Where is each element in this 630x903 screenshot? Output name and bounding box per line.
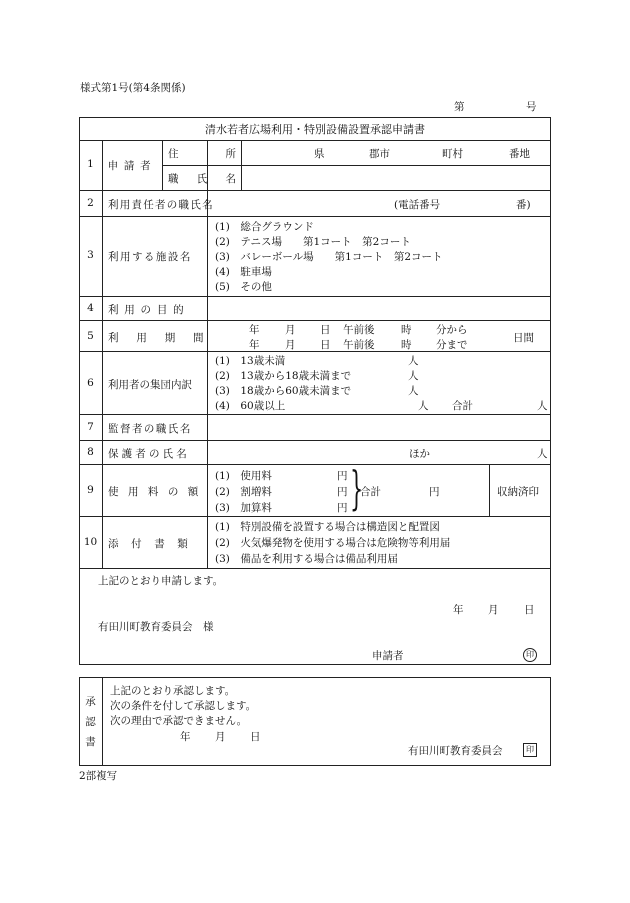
period-from-month: 月 (285, 324, 296, 336)
group-count-unit: 人 (408, 355, 419, 367)
county-city-label: 郡市 (369, 148, 390, 160)
row-6-number: 6 (87, 377, 94, 389)
prefecture-label: 県 (314, 148, 325, 160)
approval-line: 次の条件を付して承認します。 (110, 700, 257, 712)
town-village-label: 町村 (442, 148, 463, 160)
group-total-label: 合計 (452, 400, 473, 412)
applicant-seal-icon: 印 (523, 648, 537, 662)
others-unit: 人 (537, 448, 548, 460)
fee-item: (3) 加算料 (215, 502, 272, 514)
row-3-label: 利用する施設名 (108, 251, 192, 263)
facility-item: (3) バレーボール場 第1コート 第2コート (215, 251, 443, 263)
facility-item: (2) テニス場 第1コート 第2コート (215, 236, 411, 248)
row-1-label: 申請者 (107, 160, 157, 172)
facility-item: (1) 総合グラウンド (215, 221, 314, 233)
group-item: (3) 18歳から60歳未満まで (215, 385, 352, 397)
fee-item: (2) 割増料 (215, 486, 272, 498)
fee-yen: 円 (337, 470, 348, 482)
attachment-item: (3) 備品を利用する場合は備品利用届 (215, 553, 398, 565)
row-5-label: 利用期間 (108, 332, 222, 344)
period-from-ampm: 午前後 (343, 324, 375, 336)
row-9-number: 9 (87, 484, 94, 496)
group-count-unit: 人 (408, 385, 419, 397)
row-2-number: 2 (87, 197, 94, 209)
row-6-label: 利用者の集団内訳 (108, 379, 192, 391)
number-go: 号 (526, 101, 537, 113)
period-from-year: 年 (249, 324, 260, 336)
row-9-label: 使用料の額 (108, 486, 208, 498)
row-7-label: 監督者の職氏名 (108, 423, 192, 435)
approval-label-char: 認 (85, 716, 96, 728)
application-date-day: 日 (524, 604, 535, 616)
facility-item: (4) 駐車場 (215, 266, 272, 278)
lot-number-label: 番地 (509, 148, 530, 160)
copy-note: 2部複写 (79, 770, 118, 782)
approval-issuer: 有田川町教育委員会 (408, 745, 503, 757)
fee-total-yen: 円 (429, 486, 440, 498)
form-title: 清水若者広場利用・特別設備設置承認申請書 (205, 123, 425, 136)
number-dai: 第 (454, 101, 465, 113)
fee-brace: } (350, 461, 364, 515)
attachment-item: (1) 特別設備を設置する場合は構造図と配置図 (215, 521, 440, 533)
row-4-number: 4 (87, 302, 94, 314)
approval-date-day: 日 (250, 731, 261, 743)
row-1-number: 1 (87, 158, 94, 170)
name-label: 職氏名 (168, 173, 236, 185)
application-statement: 上記のとおり申請します。 (98, 575, 224, 587)
fee-total-label: 合計 (360, 486, 381, 498)
addressee: 有田川町教育委員会 様 (98, 621, 214, 633)
row-10-number: 10 (83, 536, 98, 548)
facility-item: (5) その他 (215, 281, 272, 293)
group-count-unit: 人 (408, 370, 419, 382)
phone-suffix: 番) (516, 199, 531, 211)
period-from-day: 日 (320, 324, 331, 336)
fee-item: (1) 使用料 (215, 470, 272, 482)
group-item: (1) 13歳未満 (215, 355, 286, 367)
group-item: (2) 13歳から18歳未満まで (215, 370, 352, 382)
application-date-month: 月 (488, 604, 499, 616)
row-2-label: 利用責任者の職氏名 (108, 199, 214, 211)
group-total-unit: 人 (537, 400, 548, 412)
row-8-number: 8 (87, 446, 94, 458)
approval-date-month: 月 (215, 731, 226, 743)
period-to-hour: 時 (401, 339, 412, 351)
period-to-day: 日 (320, 339, 331, 351)
group-count-unit: 人 (418, 400, 429, 412)
period-to-ampm: 午前後 (343, 339, 375, 351)
period-from-minute: 分から (436, 324, 468, 336)
address-label: 住所 (168, 148, 236, 160)
period-days: 日間 (513, 332, 534, 344)
phone-label: (電話番号 (394, 199, 441, 211)
period-to-month: 月 (285, 339, 296, 351)
applicant-label: 申請者 (372, 650, 404, 662)
attachment-item: (2) 火気爆発物を使用する場合は危険物等利用届 (215, 537, 451, 549)
group-item: (4) 60歳以上 (215, 400, 286, 412)
period-from-hour: 時 (401, 324, 412, 336)
others-label: ほか (409, 448, 430, 460)
approval-line: 上記のとおり承認します。 (110, 685, 236, 697)
approval-line: 次の理由で承認できません。 (110, 715, 248, 727)
approval-label-char: 承 (85, 696, 96, 708)
fee-yen: 円 (337, 486, 348, 498)
period-to-minute: 分まで (436, 339, 468, 351)
approval-label-char: 書 (85, 736, 96, 748)
row-5-number: 5 (87, 330, 94, 342)
issuer-seal-icon: 印 (523, 743, 537, 757)
period-to-year: 年 (249, 339, 260, 351)
fee-yen: 円 (337, 502, 348, 514)
row-3-number: 3 (87, 249, 94, 261)
row-7-number: 7 (87, 421, 94, 433)
form-number: 様式第1号(第4条関係) (80, 82, 186, 94)
approval-date-year: 年 (180, 731, 191, 743)
row-4-label: 利用の目的 (108, 304, 190, 316)
receipt-stamp-label: 収納済印 (497, 486, 539, 498)
row-8-label: 保護者の氏名 (108, 448, 190, 460)
row-10-label: 添付書類 (108, 538, 201, 550)
application-date-year: 年 (453, 604, 464, 616)
